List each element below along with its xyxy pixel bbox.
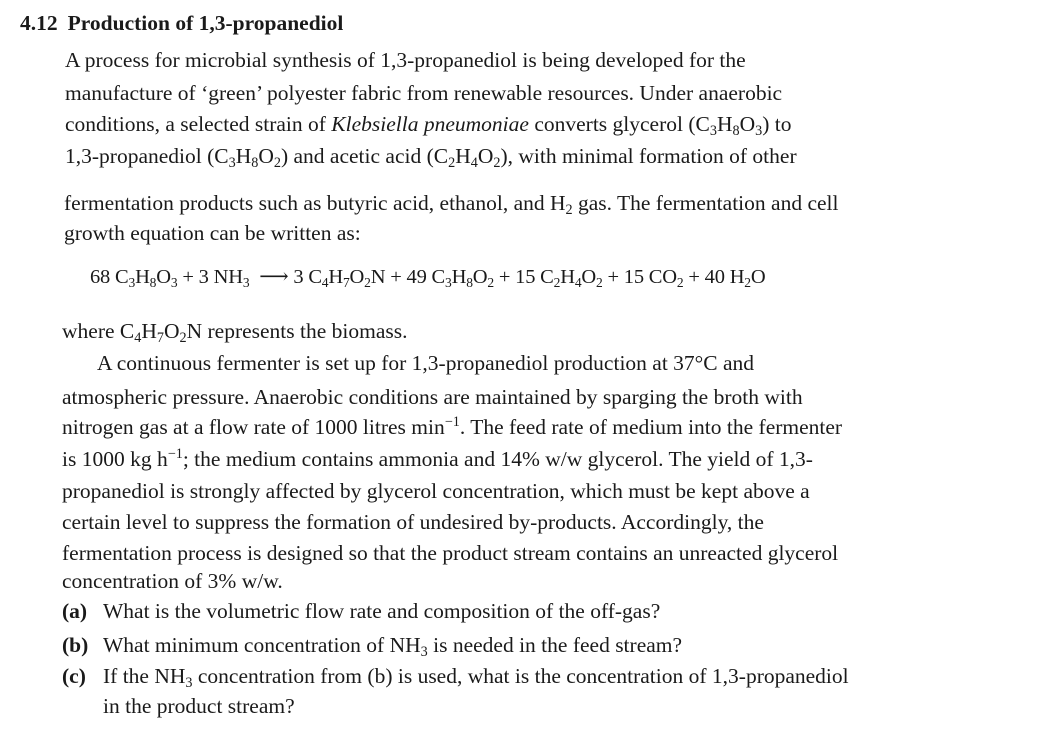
intro-line: fermentation products such as butyric acid, ethanol, and $H_2$ gas. The fermentation and cell [64, 191, 839, 218]
intro-line: conditions, a selected strain of Klebsiella pneumoniae converts glycerol $(C_3H_8O_3)$ to [65, 112, 792, 139]
body-line: propanediol is strongly affected by glycerol concentration, which must be kept above a [62, 479, 810, 503]
question-text: If the $NH_3$ concentration from (b) is used, what is the concentration of 1,3-propanediol [103, 664, 849, 691]
body-line: fermentation process is designed so that the product stream contains an unreacted glycerol [62, 541, 839, 565]
question-label: (a) [62, 599, 88, 623]
biomass-note: where $C_4H_7O_2N$ represents the biomass. [62, 319, 408, 346]
body-line: nitrogen gas at a flow rate of 1000 litres $\min^{-1}$. The feed rate of medium into the fermenter [62, 414, 843, 439]
body-line: concentration of 3% w/w. [62, 569, 283, 593]
question-label: (c) [62, 664, 86, 688]
question-label: (b) [62, 633, 89, 657]
body-line: certain level to suppress the formation of undesired by-products. Accordingly, the [62, 510, 764, 534]
problem-title: Production of 1,3-propanediol [67, 11, 344, 35]
intro-line: A process for microbial synthesis of 1,3-propanediol is being developed for the [65, 48, 746, 72]
intro-line: 1,3-propanediol $(C_3H_8O_2)$ and acetic acid $(C_2H_4O_2)$, with minimal formation of other [65, 144, 797, 171]
body-line: atmospheric pressure. Anaerobic conditions are maintained by sparging the broth with [62, 385, 803, 409]
body-line: A continuous fermenter is set up for 1,3-propanediol production at 37°C and [97, 351, 755, 375]
problem-number: 4.12 [20, 11, 58, 35]
question-text: What is the volumetric flow rate and composition of the off-gas? [103, 599, 661, 623]
problem-heading [20, 10, 343, 36]
intro-line: manufacture of ‘green’ polyester fabric from renewable resources. Under anaerobic [65, 81, 783, 105]
reaction-equation: 68 $C_3H_8O_3 + 3$ $NH_3$ ⟶ 3 $C_4H_7O_2N + 49$ $C_3H_8O_2 + 15$ $C_2H_4O_2 + 15$ $CO_2 + 40$ $H_2O$ [90, 266, 766, 290]
body-line: is 1000 kg $h^{-1}$; the medium contains ammonia and 14% w/w glycerol. The yield of 1,3- [62, 446, 813, 471]
question-text: in the product stream? [103, 694, 295, 718]
intro-line: growth equation can be written as: [64, 221, 361, 245]
question-text: What minimum concentration of $NH_3$ is needed in the feed stream? [103, 633, 683, 660]
